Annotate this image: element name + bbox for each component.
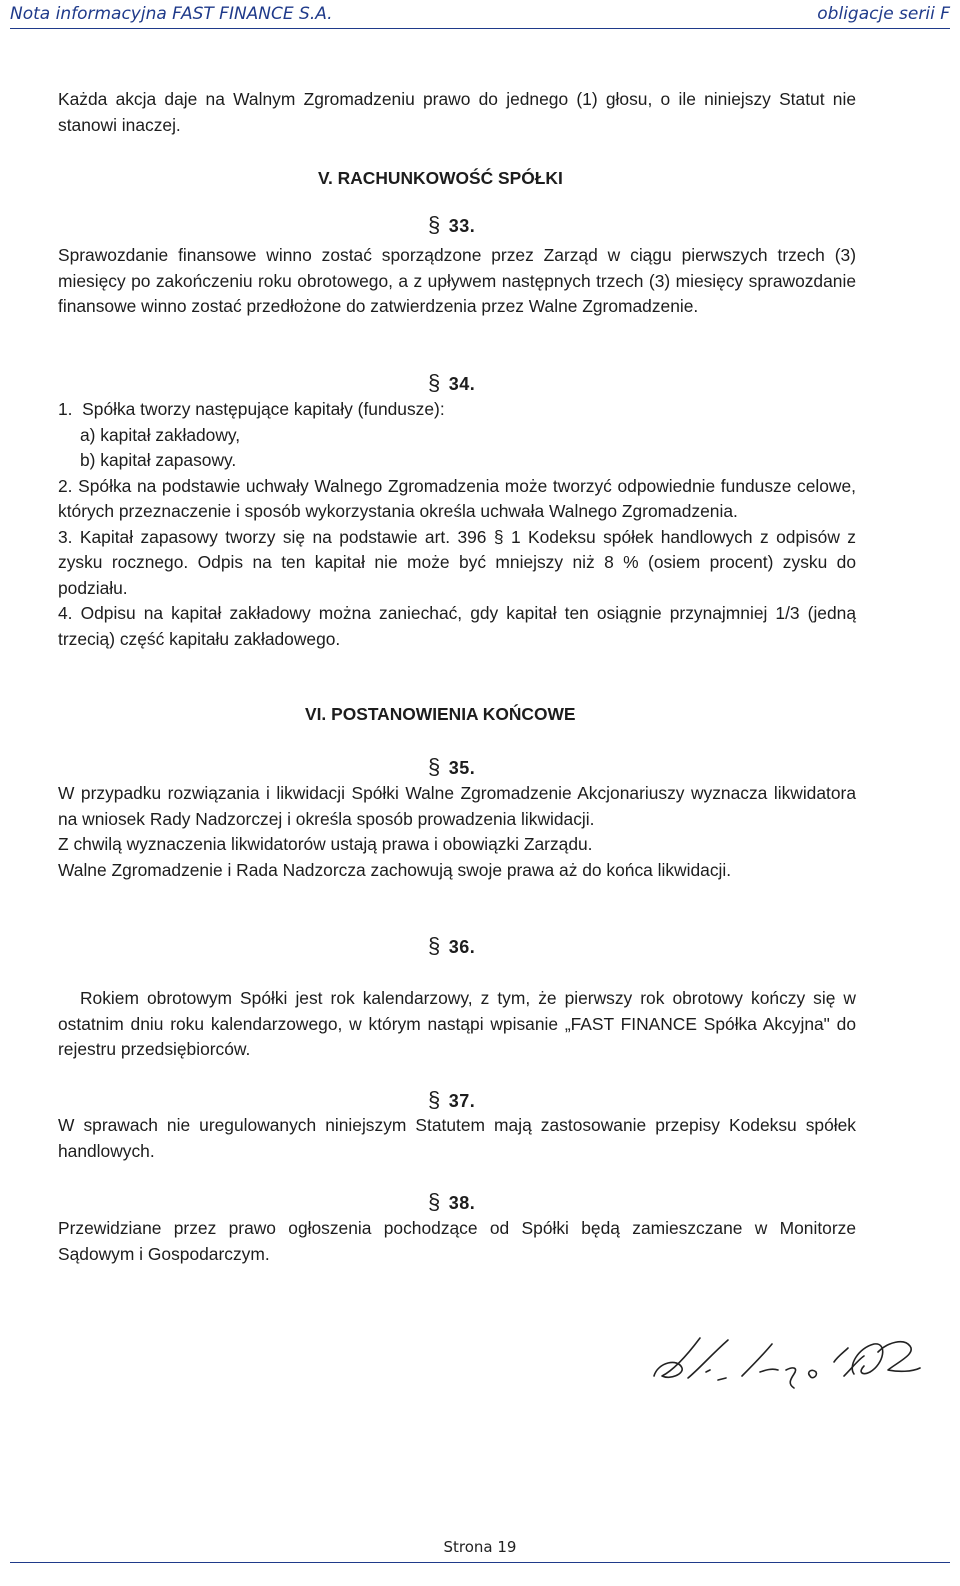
header-title: Nota informacyjna FAST FINANCE S.A. — [10, 4, 333, 24]
paragraph-number: 38. — [448, 1193, 476, 1213]
paragraph-36-text: Rokiem obrotowym Spółki jest rok kalendarzowy, z tym, że pierwszy rok obrotowy kończy się w ostatnim dniu roku kalendarzowego, w którym nastąpi wpisanie „FAST FINANCE Spółka Akcyjna" do rejestru przedsiębiorców. — [58, 988, 856, 1059]
section-sign-icon: § — [428, 1087, 441, 1112]
section-sign-icon: § — [428, 754, 441, 779]
paragraph-34-item-1b: b) kapitał zapasowy. — [80, 450, 237, 470]
paragraph-35-number — [428, 754, 475, 780]
paragraph-number: 34. — [448, 374, 476, 394]
paragraph-34 — [58, 397, 856, 652]
paragraph-33-text: Sprawozdanie finansowe winno zostać sporządzone przez Zarząd w ciągu pierwszych trzech (3) miesięcy po zakończeniu roku obrotowego, a z upływem następnych trzech (3) miesięcy sprawozdanie finansowe winno zostać przedłożone do zatwierdzenia przez Walne Zgromadzenie. — [58, 245, 856, 316]
paragraph-36-number — [428, 933, 475, 959]
paragraph-34-item-1: 1. Spółka tworzy następujące kapitały (fundusze): — [58, 399, 445, 419]
paragraph-number: 33. — [448, 216, 476, 236]
paragraph-number: 37. — [448, 1091, 476, 1111]
section-sign-icon: § — [428, 370, 441, 395]
paragraph-33 — [58, 243, 856, 320]
paragraph-36 — [58, 986, 856, 1063]
paragraph-34-item-3: 3. Kapitał zapasowy tworzy się na podstawie art. 396 § 1 Kodeksu spółek handlowych z odpisów z zysku rocznego. Odpis na ten kapitał nie może być mniejszy niż 8 % (osiem procent) zysku do podziału. — [58, 526, 856, 598]
paragraph-37-text: W sprawach nie uregulowanych niniejszym Statutem mają zastosowanie przepisy Kodeksu spółek handlowych. — [58, 1115, 856, 1161]
paragraph-34-number — [428, 370, 475, 396]
signature-icon — [648, 1318, 928, 1398]
paragraph-35 — [58, 781, 856, 883]
paragraph-33-number — [428, 212, 475, 238]
signature-drawing — [648, 1318, 928, 1398]
section-sign-icon: § — [428, 933, 441, 958]
paragraph-38-number — [428, 1189, 475, 1215]
paragraph-38-text: Przewidziane przez prawo ogłoszenia pochodzące od Spółki będą zamieszczane w Monitorze Sądowym i Gospodarczym. — [58, 1218, 856, 1264]
paragraph-34-item-1a: a) kapitał zakładowy, — [80, 424, 241, 445]
paragraph-35-line-2: Z chwilą wyznaczenia likwidatorów ustają prawa i obowiązki Zarządu. — [58, 834, 593, 854]
intro-paragraph — [58, 87, 856, 138]
paragraph-number: 35. — [448, 758, 476, 778]
paragraph-35-line-3: Walne Zgromadzenie i Rada Nadzorcza zachowują swoje prawa aż do końca likwidacji. — [58, 859, 732, 880]
section-sign-icon: § — [428, 212, 441, 237]
section-heading-final-provisions: VI. POSTANOWIENIA KOŃCOWE — [305, 704, 576, 724]
footer-divider — [10, 1562, 950, 1563]
header-divider — [10, 28, 950, 29]
page-footer — [0, 1538, 960, 1556]
paragraph-37-number — [428, 1087, 475, 1113]
intro-text: Każda akcja daje na Walnym Zgromadzeniu prawo do jednego (1) głosu, o ile niniejszy Statut nie stanowi inaczej. — [58, 89, 856, 135]
page-header — [10, 2, 950, 28]
header-series: obligacje serii F — [817, 4, 950, 24]
paragraph-number: 36. — [448, 937, 476, 957]
section-sign-icon: § — [428, 1189, 441, 1214]
paragraph-34-item-4: 4. Odpisu na kapitał zakładowy można zaniechać, gdy kapitał ten osiągnie przynajmniej 1/3 (jedną trzecią) część kapitału zakładowego. — [58, 603, 856, 649]
paragraph-35-line-1: W przypadku rozwiązania i likwidacji Spółki Walne Zgromadzenie Akcjonariuszy wyznacza likwidatora na wniosek Rady Nadzorczej i określa sposób prowadzenia likwidacji. — [58, 783, 856, 829]
paragraph-34-item-2: 2. Spółka na podstawie uchwały Walnego Zgromadzenia może tworzyć odpowiednie fundusze celowe, których przeznaczenie i sposób wykorzystania określa uchwała Walnego Zgromadzenia. — [58, 475, 856, 521]
section-heading-accounting: V. RACHUNKOWOŚĆ SPÓŁKI — [318, 168, 563, 188]
paragraph-37 — [58, 1113, 856, 1164]
paragraph-38 — [58, 1216, 856, 1267]
page-number: Strona 19 — [443, 1538, 517, 1556]
